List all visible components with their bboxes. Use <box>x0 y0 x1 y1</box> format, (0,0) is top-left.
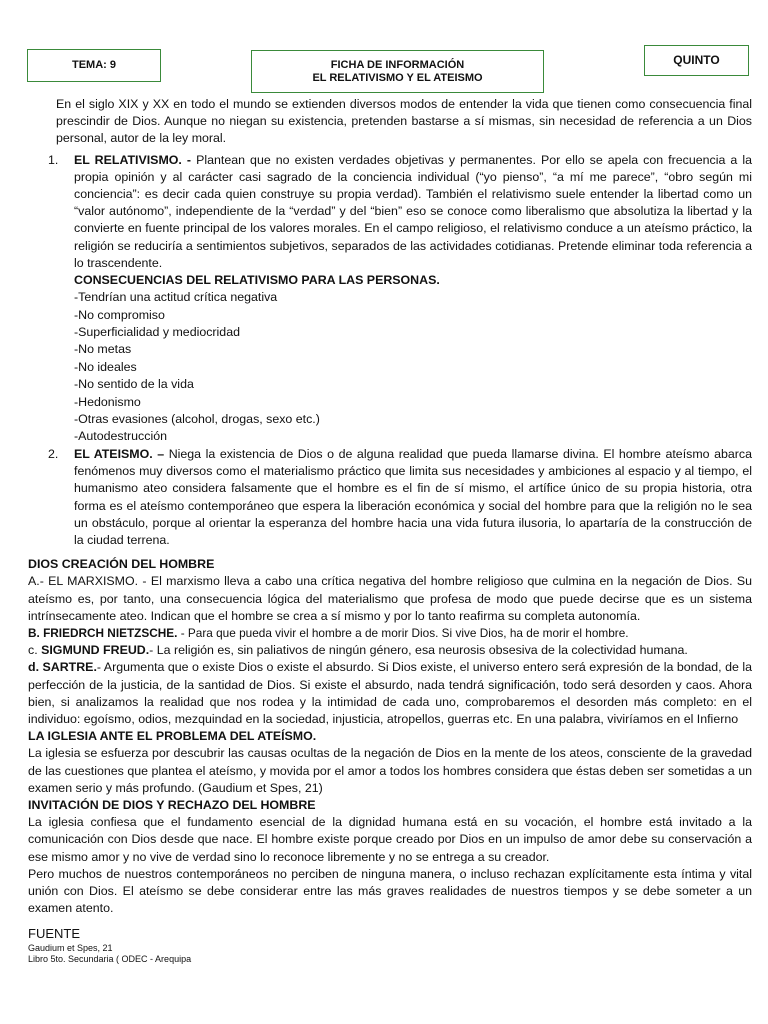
intro-paragraph: En el siglo XIX y XX en todo el mundo se extienden diversos modos de entender la vida que tienen como consecuencia final prescindir de Dios. Aunque no niegan su existencia, pretenden bastarse a sí mismas, sin necesidad de referencia a un Dios personal, autor de la ley moral. <box>56 97 752 146</box>
freud-text: - La religión es, sin paliativos de ningún género, esa neurosis obsesiva de la colectividad humana. <box>149 643 688 658</box>
marxismo-paragraph: A.- EL MARXISMO. - El marxismo lleva a cabo una crítica negativa del hombre religioso que culmina en la negación de Dios. Su ateísmo es, por tanto, una consecuencia lógica del materialismo que profesa de modo que puede decirse que es un sistema intrínsecamente ateo. Indican que el hombre se crea a sí mismo y por lo tanto reafirma su completa autonomía. <box>28 574 752 623</box>
sartre-paragraph <box>28 659 752 728</box>
ficha-title-box <box>251 50 544 93</box>
list-item: -Superficialidad y mediocridad <box>74 325 240 340</box>
section2-title: EL ATEISMO. – <box>74 446 165 461</box>
list-item: -Hedonismo <box>74 394 141 409</box>
list-item: -No sentido de la vida <box>74 377 194 392</box>
nietzsche-text: - Para que pueda vivir el hombre a de morir Dios. Si vive Dios, ha de morir el hombre. <box>180 625 629 640</box>
list-item: -No metas <box>74 342 132 357</box>
list-item: -Autodestrucción <box>74 429 167 444</box>
sartre-text: - Argumenta que o existe Dios o existe el absurdo. Si Dios existe, el universo entero será expresión de la bondad, de la perfección de la justicia, de la santidad de Dios. Si existe el absurdo, nada tendrá significación, todo será desorden y caos. Ahora bien, si analizamos la realidad que nos rodea y la intimidad de cada uno, comprobaremos el desorden más completo: en el individuo: egoísmo, odios, mezquindad en la sociedad, injusticia, atropellos, guerras etc. En una palabra, viviríamos en el Infierno <box>28 660 752 726</box>
ateismo-section <box>28 446 752 549</box>
fuente-line-2: Libro 5to. Secundaria ( ODEC - Arequipa <box>28 953 192 964</box>
iglesia-paragraph: La iglesia se esfuerza por descubrir las causas ocultas de la negación de Dios en la mente de los ateos, consciente de la gravedad de las cuestiones que plantea el ateísmo, y movida por el amor a todos los hombres considera que éstas deben ser sometidas a un examen serio y más profundo. (Gaudium et Spes, 21) <box>28 746 752 795</box>
sartre-title: SARTRE. <box>42 660 97 675</box>
sartre-prefix: d. <box>28 660 40 675</box>
nietzsche-title: B. FRIEDRCH NIETZSCHE. <box>28 625 178 640</box>
ficha-line1: FICHA DE INFORMACIÓN <box>330 58 465 71</box>
nietzsche-paragraph <box>28 625 752 642</box>
fuente-title: FUENTE <box>28 926 80 942</box>
dios-creacion-title: DIOS CREACIÓN DEL HOMBRE <box>28 557 215 572</box>
invitacion-paragraph-2: Pero muchos de nuestros contemporáneos no perciben de ninguna manera, o incluso rechazan explícitamente esta íntima y vital unión con Dios. El ateísmo se debe considerar entre las más graves realidades de nuestros tiempos y se debe someter a un examen atento. <box>28 866 752 916</box>
tema-box <box>27 49 161 82</box>
list-item: -No ideales <box>74 359 137 374</box>
list-item: -Otras evasiones (alcohol, drogas, sexo etc.) <box>74 412 320 427</box>
section1-number: 1. <box>48 152 59 167</box>
consequences-title: CONSECUENCIAS DEL RELATIVISMO PARA LAS PERSONAS. <box>74 273 440 288</box>
freud-paragraph <box>28 642 752 659</box>
section2-number: 2. <box>48 446 59 461</box>
freud-prefix: c. <box>28 643 38 658</box>
relativismo-section <box>28 152 752 272</box>
grado-box <box>644 45 749 76</box>
list-item: -No compromiso <box>74 307 165 322</box>
ficha-line2: EL RELATIVISMO Y EL ATEISMO <box>312 71 483 84</box>
section1-text: Plantean que no existen verdades objetivas y permanentes. Por ello se apela con frecuencia a la propia opinión y al carácter casi sagrado de la conciencia individual (“yo pienso”, “a mí me parece”, “obro según mi conciencia”: es decir cada quien construye su propia verdad). También el relativismo suele entender la libertad como un “valor autónomo”, independiente de la “verdad” y del “bien” eso se conoce como liberalismo que absolutiza la libertad y la convierte en fuente principal de los valores morales. En el campo religioso, el relativismo conduce a un ateísmo práctico, la religión se reduciría a sentimientos subjetivos, separados de las actividades cotidianas. Pretende eliminar toda referencia a lo trascendente. <box>74 152 752 270</box>
iglesia-title: LA IGLESIA ANTE EL PROBLEMA DEL ATEÍSMO. <box>28 729 317 744</box>
section1-title: EL RELATIVISMO. - <box>74 152 192 167</box>
invitacion-title: INVITACIÓN DE DIOS Y RECHAZO DEL HOMBRE <box>28 797 316 812</box>
invitacion-paragraph-1: La iglesia confiesa que el fundamento esencial de la dignidad humana está en su vocación, el hombre está invitado a la comunicación con Dios desde que nace. El hombre existe porque creado por Dios en un impulso de amor debe su conservación a ese mismo amor y no vive de verdad sino lo reconoce libremente y no se entrega a su creador. <box>28 815 752 864</box>
document-body <box>28 96 752 965</box>
section2-text: Niega la existencia de Dios o de alguna realidad que pueda llamarse divina. El hombre ateísmo abarca fenómenos muy diversos como el materialismo práctico que limita sus necesidades y ambiciones al espacio y al tiempo, el humanismo ateo considera falsamente que el hombre es el fin de sí mismo, el artífice único de su propia historia, otra forma es el ateísmo contemporáneo que espera la liberación económica y social del hombre para que la religión no le sea un obstáculo, porque al orientar la esperanza del hombre hacia una vida futura ilusoria, lo apartaría de la construcción de la ciudad terrena. <box>74 446 752 547</box>
consequences-list <box>28 289 752 446</box>
list-item: -Tendrían una actitud crítica negativa <box>74 290 278 305</box>
freud-title: SIGMUND FREUD. <box>41 643 150 658</box>
tema-label: TEMA: 9 <box>72 59 116 71</box>
fuente-line-1: Gaudium et Spes, 21 <box>28 942 113 953</box>
grado-label: QUINTO <box>673 53 720 67</box>
